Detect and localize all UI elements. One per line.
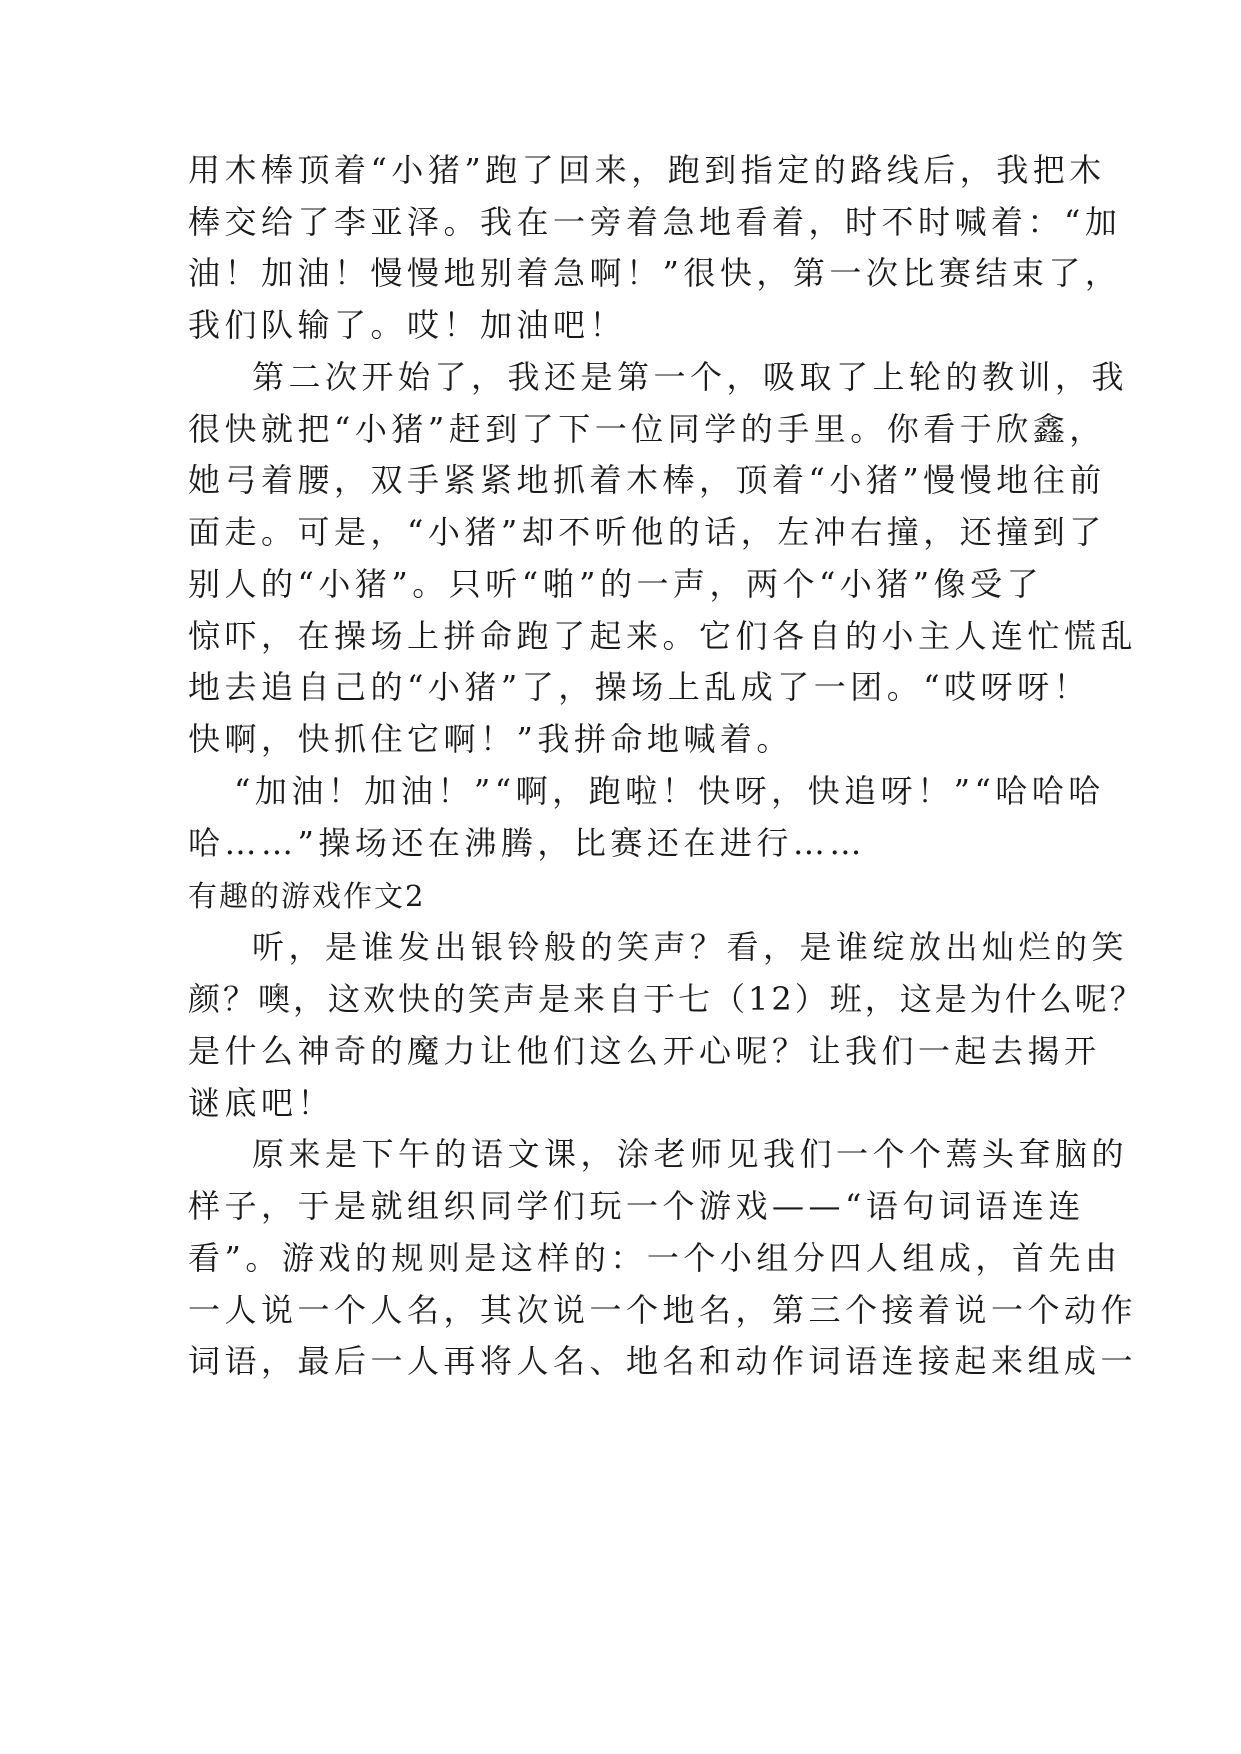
- text-line: 油！加油！慢慢地别着急啊！”很快，第一次比赛结束了，: [188, 254, 1122, 292]
- section-heading: 有趣的游戏作文2: [188, 879, 426, 913]
- text-line: 看”。游戏的规则是这样的：一个小组分四人组成，首先由: [188, 1239, 1122, 1277]
- text-line: 快啊，快抓住它啊！”我拼命地喊着。: [188, 720, 793, 758]
- text-line: 她弓着腰，双手紧紧地抓着木棒，顶着“小猪”慢慢地往前: [188, 461, 1106, 499]
- text-line: 别人的“小猪”。只听“啪”的一声，两个“小猪”像受了: [188, 565, 1044, 603]
- text-line: 颜？噢，这欢快的笑声是来自于七（12）班，这是为什么呢？: [188, 980, 1145, 1018]
- text-line: 谜底吧！: [188, 1084, 335, 1122]
- text-line: “加油！加油！”“啊，跑啦！快呀，快追呀！”“哈哈哈: [234, 772, 1105, 810]
- text-line: 第二次开始了，我还是第一个，吸取了上轮的教训，我: [252, 358, 1129, 396]
- text-line: 用木棒顶着“小猪”跑了回来，跑到指定的路线后，我把木: [188, 151, 1106, 189]
- text-line: 听，是谁发出银铃般的笑声？看，是谁绽放出灿烂的笑: [252, 928, 1129, 966]
- text-line: 是什么神奇的魔力让他们这么开心呢？让我们一起去揭开: [188, 1032, 1101, 1070]
- text-line: 我们队输了。哎！加油吧！: [188, 306, 627, 344]
- text-line: 很快就把“小猪”赶到了下一位同学的手里。你看于欣鑫，: [188, 410, 1106, 448]
- text-line: 哈……”操场还在沸腾，比赛还在进行……: [188, 824, 866, 862]
- text-line: 地去追自己的“小猪”了，操场上乱成了一团。“哎呀呀！: [188, 668, 1091, 706]
- text-line: 棒交给了李亚泽。我在一旁着急地看着，时不时喊着：“加: [188, 203, 1122, 241]
- text-line: 一人说一个人名，其次说一个地名，第三个接着说一个动作: [188, 1291, 1138, 1329]
- text-line: 原来是下午的语文课，涂老师见我们一个个蔫头耷脑的: [252, 1135, 1129, 1173]
- text-line: 面走。可是，“小猪”却不听他的话，左冲右撞，还撞到了: [188, 513, 1106, 551]
- text-line: 惊吓，在操场上拼命跑了起来。它们各自的小主人连忙慌乱: [188, 617, 1138, 655]
- text-line: 样子，于是就组织同学们玩一个游戏——“语句词语连连: [188, 1187, 1085, 1225]
- text-line: 词语，最后一人再将人名、地名和动作词语连接起来组成一: [188, 1342, 1138, 1380]
